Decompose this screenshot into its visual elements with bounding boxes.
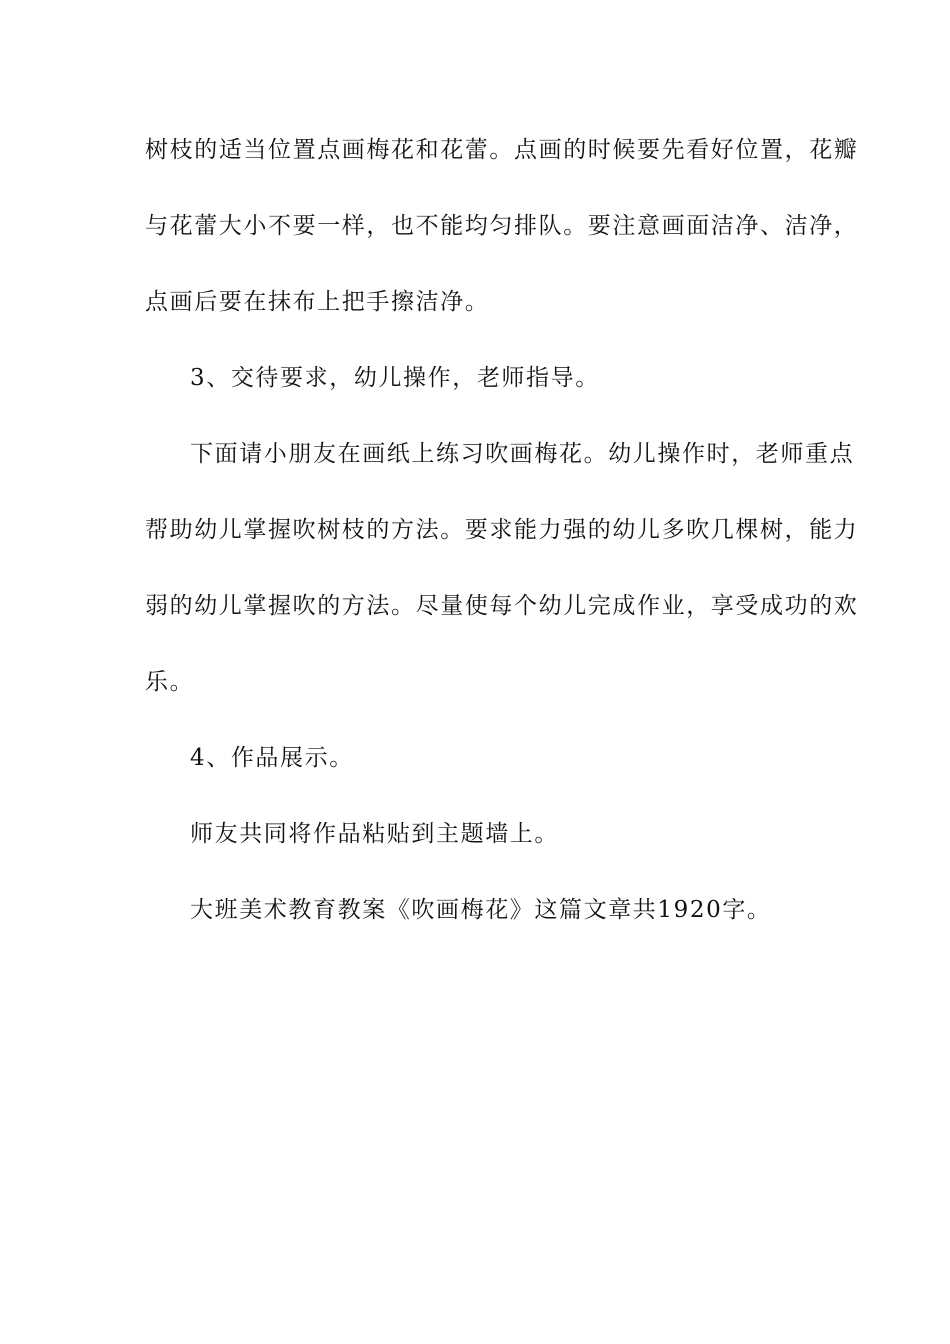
paragraph-line: 点画后要在抹布上把手擦洁净。: [145, 289, 490, 315]
section-heading: 3、交待要求，幼儿操作，老师指导。: [190, 365, 600, 391]
paragraph-line: 乐。: [145, 669, 195, 695]
paragraph-line: 树枝的适当位置点画梅花和花蕾。点画的时候要先看好位置，花瓣: [145, 137, 859, 163]
paragraph-line: 下面请小朋友在画纸上练习吹画梅花。幼儿操作时，老师重点: [190, 441, 855, 467]
section-heading: 4、作品展示。: [190, 745, 354, 771]
paragraph-line: 弱的幼儿掌握吹的方法。尽量使每个幼儿完成作业，享受成功的欢: [145, 593, 859, 619]
article-summary: 大班美术教育教案《吹画梅花》这篇文章共1920字。: [190, 897, 772, 923]
paragraph-line: 师友共同将作品粘贴到主题墙上。: [190, 821, 559, 847]
paragraph-line: 帮助幼儿掌握吹树枝的方法。要求能力强的幼儿多吹几棵树，能力: [145, 517, 859, 543]
paragraph-line: 与花蕾大小不要一样，也不能均匀排队。要注意画面洁净、洁净，: [145, 213, 859, 239]
